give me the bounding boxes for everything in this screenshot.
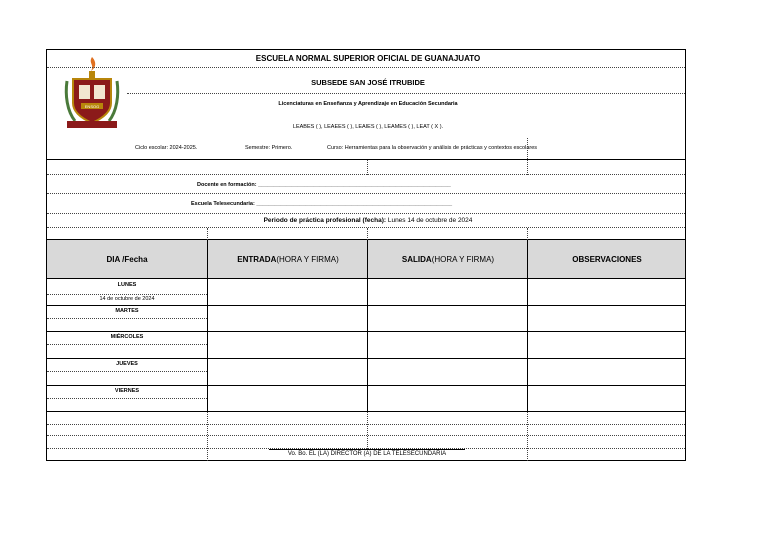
day-label: MIÉRCOLES: [110, 334, 144, 340]
table-header: [47, 240, 685, 279]
form-sheet: [46, 49, 686, 461]
periodo-text: [207, 217, 529, 224]
logo-text: ENSOG: [84, 104, 100, 109]
col-entrada: ENTRADA (HORA Y FIRMA): [207, 240, 368, 278]
col-observaciones: OBSERVACIONES: [527, 240, 686, 278]
blank-row-3: [47, 412, 685, 425]
curso: Curso: Herramientas para la observación y análisis de prácticas y contextos escolares: [327, 145, 538, 151]
docente-field[interactable]: Docente en formación: _______________________________________________________________: [197, 182, 451, 188]
escuela-row: [47, 194, 685, 214]
docente-row: [47, 175, 685, 194]
subsede-name: SUBSEDE SAN JOSÉ ITRUBIDE: [311, 78, 425, 87]
periodo-label: Periodo de práctica profesional (fecha):: [263, 217, 387, 224]
day-label: VIERNES: [114, 388, 140, 394]
table-row: [47, 279, 685, 306]
signature-line: [269, 449, 465, 450]
ciclo-escolar: Ciclo escolar: 2024-2025.: [135, 145, 198, 151]
licenciatura-options: LEABES ( ), LEAEES ( ), LEAIES ( ), LEAMES ( ), LEAT ( X ).: [292, 124, 444, 130]
day-label: JUEVES: [116, 361, 138, 367]
ciclo-row: [47, 138, 685, 160]
table-row: [47, 359, 685, 386]
blank-row-1: [47, 160, 685, 175]
table-row: [47, 306, 685, 332]
col-dia: DIA /Fecha: [106, 254, 148, 264]
day-label: MARTES: [115, 308, 139, 314]
day-date: 14 de octubre de 2024: [47, 294, 207, 302]
blank-row-4: [47, 425, 685, 436]
table-row: [47, 332, 685, 359]
semestre: Semestre: Primero.: [245, 145, 293, 151]
blank-row-5: [47, 436, 685, 449]
escuela-field[interactable]: Escuela Telesecundaria: ________________________________________________________________: [191, 201, 453, 207]
periodo-value: Lunes 14 de octubre de 2024: [386, 217, 473, 224]
licenciaturas-text: Licenciaturas en Enseñanza y Aprendizaje en Educación Secundaria: [278, 101, 458, 107]
periodo-row: [47, 214, 685, 228]
subsede-row: [127, 68, 685, 94]
school-row: [47, 50, 685, 68]
school-name: ESCUELA NORMAL SUPERIOR OFICIAL DE GUANAJUATO: [255, 54, 481, 63]
blank-row-2: [47, 228, 685, 240]
table-row: [47, 386, 685, 412]
col-salida: SALIDA (HORA Y FIRMA): [367, 240, 528, 278]
day-label: LUNES: [117, 282, 137, 288]
signature-label: Vo. Bo. EL (LA) DIRECTOR (A) DE LA TELESECUNDARIA: [287, 451, 447, 457]
